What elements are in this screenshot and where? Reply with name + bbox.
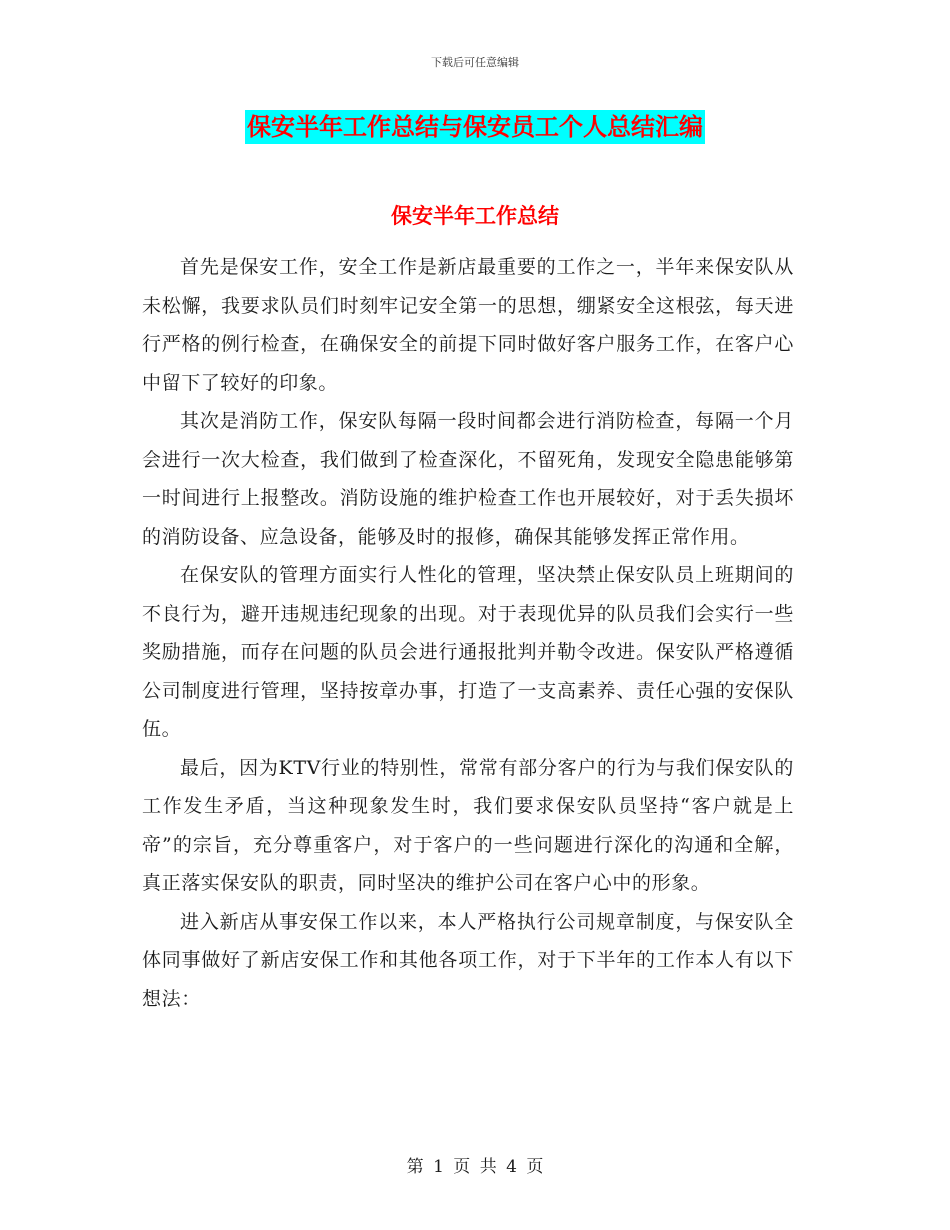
paragraph: 最后，因为KTV行业的特别性，常常有部分客户的行为与我们保安队的工作发生矛盾，当这种现象发生时，我们要求保安队员坚持“客户就是上帝”的宗旨，充分尊重客户，对于客户的一些问题进行深化的沟通和全解，真正落实保安队的职责，同时坚决的维护公司在客户心中的形象。 (142, 756, 794, 894)
paragraph: 首先是保安工作，安全工作是新店最重要的工作之一，半年来保安队从未松懈，我要求队员们时刻牢记安全第一的思想，绷紧安全这根弦，每天进行严格的例行检查，在确保安全的前提下同时做好客户服务工作，在客户心中留下了较好的印象。 (142, 256, 794, 394)
paragraph: 在保安队的管理方面实行人性化的管理，坚决禁止保安队员上班期间的不良行为，避开违规违纪现象的出现。对于表现优异的队员我们会实行一些奖励措施，而存在问题的队员会进行通报批判并勒令改进。保安队严格遵循公司制度进行管理，坚持按章办事，打造了一支高素养、责任心强的安保队伍。 (142, 564, 794, 740)
document-title: 保安半年工作总结与保安员工个人总结汇编 (245, 110, 705, 144)
page-number: 第 1 页 共 4 页 (406, 1157, 544, 1177)
paragraph: 其次是消防工作，保安队每隔一段时间都会进行消防检查，每隔一个月会进行一次大检查，我们做到了检查深化，不留死角，发现安全隐患能够第一时间进行上报整改。消防设施的维护检查工作也开展较好，对于丢失损坏的消防设备、应急设备，能够及时的报修，确保其能够发挥正常作用。 (142, 410, 794, 548)
paragraph: 进入新店从事安保工作以来，本人严格执行公司规章制度，与保安队全体同事做好了新店安保工作和其他各项工作，对于下半年的工作本人有以下想法： (142, 910, 794, 1010)
document-body (142, 248, 794, 1018)
document-title-container (0, 110, 950, 144)
section-title: 保安半年工作总结 (391, 204, 559, 228)
header-note: 下载后可任意编辑 (431, 56, 519, 69)
